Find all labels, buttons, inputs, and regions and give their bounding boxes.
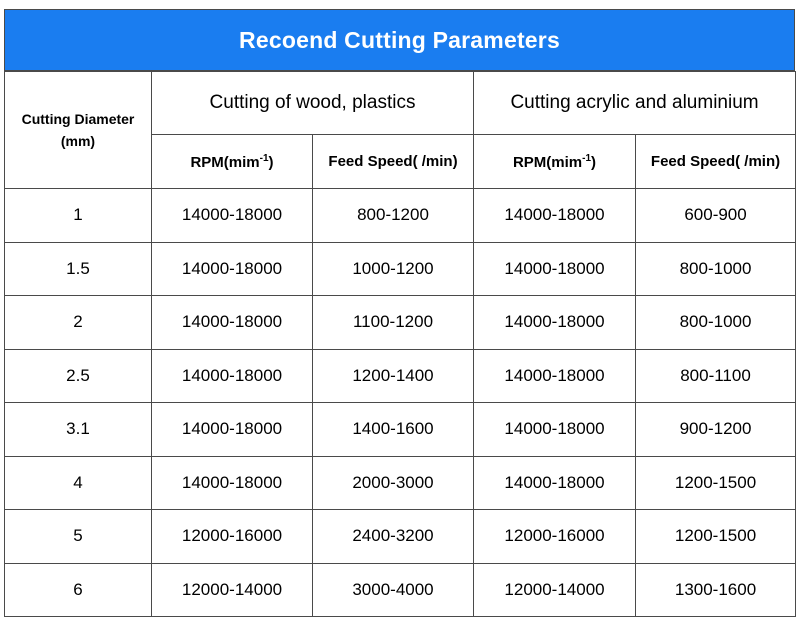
cell-acrylic-feed: 1300-1600 [636,563,796,617]
parameters-table [4,71,796,617]
cell-wood-rpm: 14000-18000 [152,349,313,403]
cell-acrylic-rpm: 14000-18000 [474,349,636,403]
rpm-close: ) [591,153,597,171]
table-row [5,296,796,350]
cell-wood-rpm: 12000-14000 [152,563,313,617]
cell-acrylic-feed: 800-1100 [636,349,796,403]
cell-wood-rpm: 12000-16000 [152,510,313,564]
table-row [5,189,796,243]
table-row [5,242,796,296]
cell-diameter: 2 [5,296,152,350]
cell-acrylic-rpm: 12000-16000 [474,510,636,564]
cell-acrylic-feed: 1200-1500 [636,456,796,510]
header-acrylic-feed: Feed Speed( /min) [636,135,796,189]
cell-wood-feed: 3000-4000 [313,563,474,617]
cell-diameter: 4 [5,456,152,510]
table-row [5,349,796,403]
cell-wood-rpm: 14000-18000 [152,456,313,510]
header-acrylic-rpm [474,135,636,189]
cell-wood-feed: 2000-3000 [313,456,474,510]
cell-wood-rpm: 14000-18000 [152,242,313,296]
cell-wood-feed: 1200-1400 [313,349,474,403]
rpm-label: RPM(mim [512,153,583,171]
cell-wood-rpm: 14000-18000 [152,189,313,243]
cell-diameter: 2.5 [5,349,152,403]
rpm-exponent: -1 [259,152,269,164]
cell-diameter: 1.5 [5,242,152,296]
cell-acrylic-feed: 600-900 [636,189,796,243]
table-row [5,510,796,564]
cell-wood-feed: 1100-1200 [313,296,474,350]
table-row [5,563,796,617]
rpm-label: RPM(mim [190,153,260,171]
header-group-wood: Cutting of wood, plastics [152,72,474,135]
header-wood-feed: Feed Speed( /min) [313,135,474,189]
title-banner [4,9,795,71]
header-diameter: Cutting Diameter (mm) [5,72,152,189]
cell-acrylic-rpm: 14000-18000 [474,403,636,457]
table-row [5,456,796,510]
cell-acrylic-feed: 1200-1500 [636,510,796,564]
page-title: Recoend Cutting Parameters [239,26,560,53]
cell-acrylic-rpm: 14000-18000 [474,189,636,243]
cell-wood-feed: 800-1200 [313,189,474,243]
cell-acrylic-feed: 800-1000 [636,296,796,350]
cell-acrylic-rpm: 12000-14000 [474,563,636,617]
header-group-acrylic: Cutting acrylic and aluminium [474,72,796,135]
cell-acrylic-feed: 800-1000 [636,242,796,296]
table-row [5,403,796,457]
cell-acrylic-rpm: 14000-18000 [474,296,636,350]
cell-acrylic-feed: 900-1200 [636,403,796,457]
cell-acrylic-rpm: 14000-18000 [474,456,636,510]
cell-acrylic-rpm: 14000-18000 [474,242,636,296]
cell-wood-feed: 1400-1600 [313,403,474,457]
rpm-exponent: -1 [582,152,592,164]
rpm-close: ) [268,153,274,171]
cell-diameter: 5 [5,510,152,564]
cell-diameter: 1 [5,189,152,243]
cell-wood-rpm: 14000-18000 [152,403,313,457]
cell-wood-feed: 2400-3200 [313,510,474,564]
cell-wood-feed: 1000-1200 [313,242,474,296]
cell-diameter: 3.1 [5,403,152,457]
header-wood-rpm [152,135,313,189]
cell-diameter: 6 [5,563,152,617]
cell-wood-rpm: 14000-18000 [152,296,313,350]
header-row-groups [5,72,796,135]
